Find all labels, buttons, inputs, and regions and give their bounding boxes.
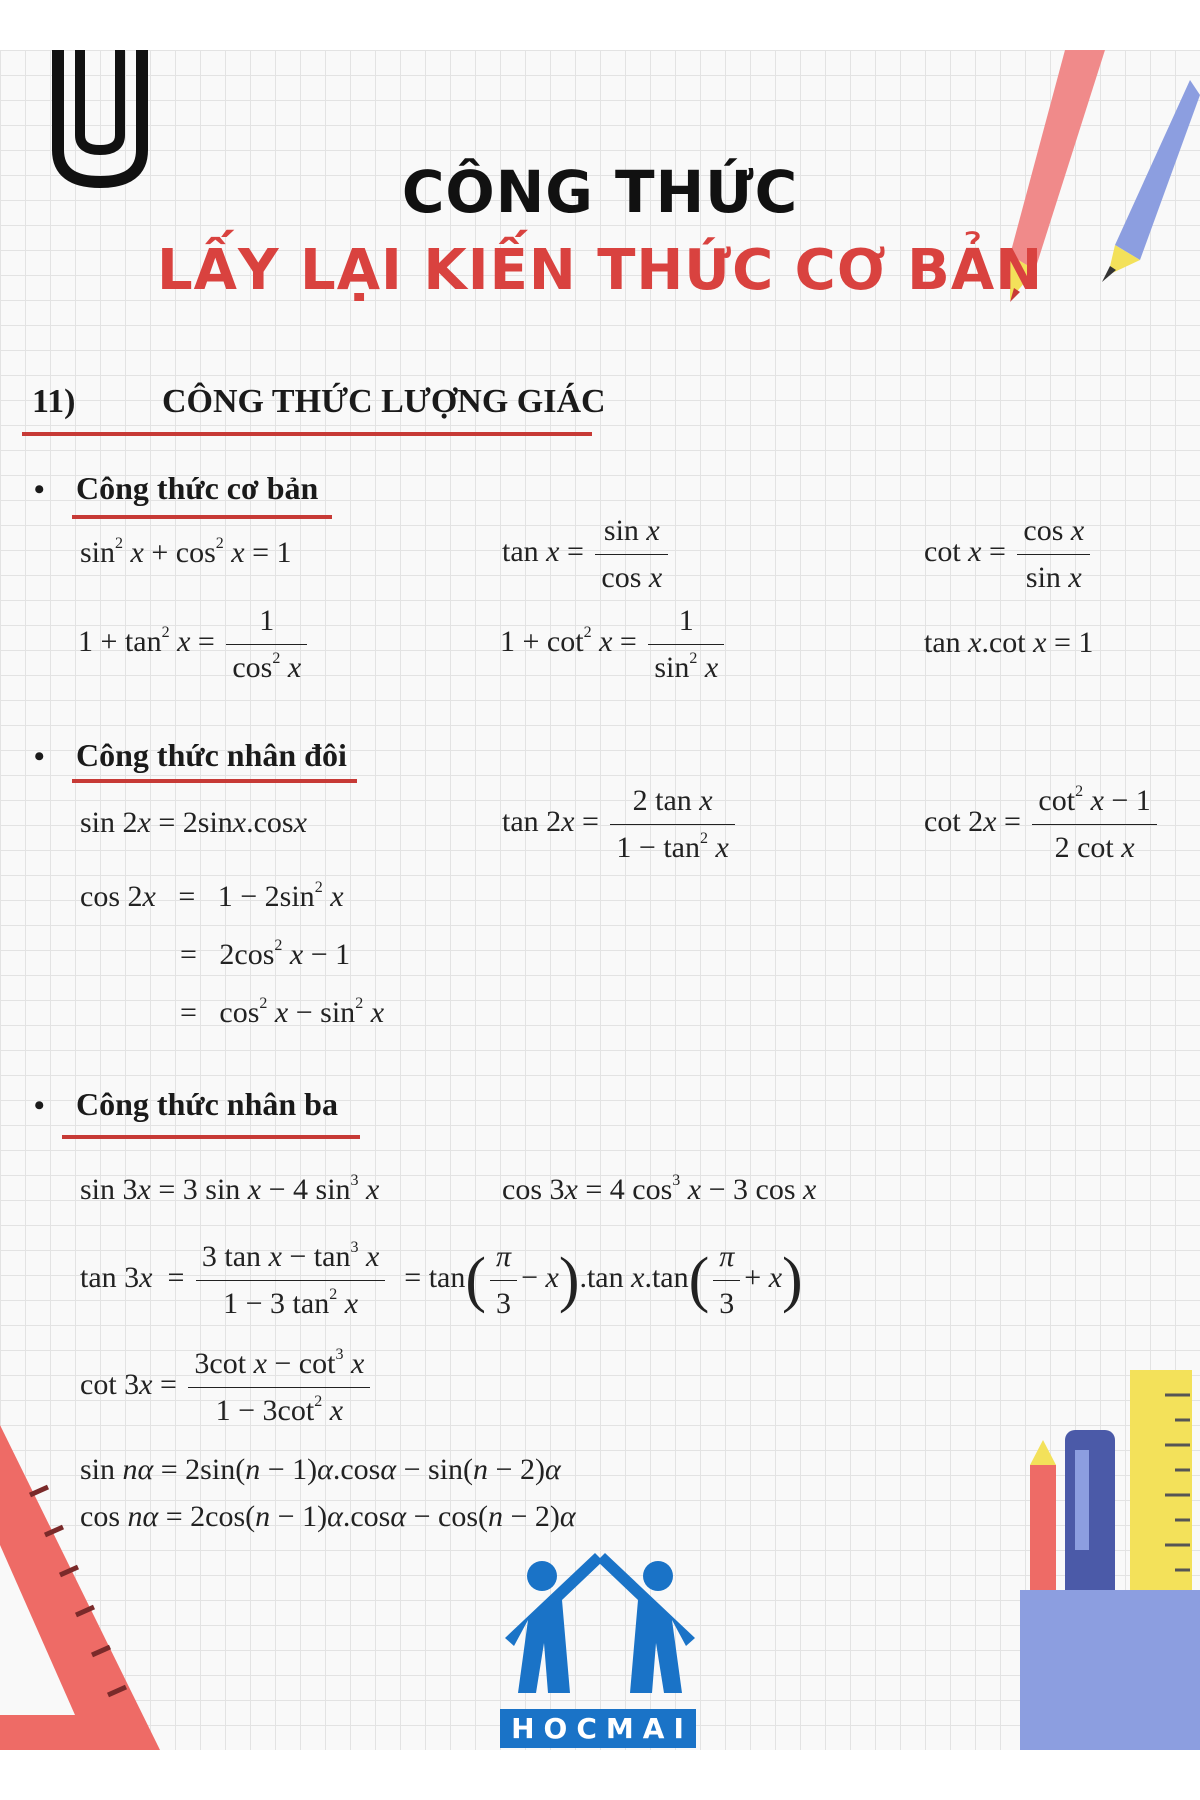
page-title: CÔNG THỨC — [401, 158, 799, 226]
section-header — [32, 383, 606, 421]
formula-tan-definition: tan x = $\frac{\text{sin x}}{\text{cos x}}$ — [502, 512, 672, 596]
bullet-icon: • — [34, 740, 45, 773]
subsection-underline — [72, 515, 332, 519]
hocmai-logo-text: HOCMAI — [500, 1709, 696, 1748]
subsection-heading-basic — [34, 470, 318, 507]
formula-cos2x-line1: $\cos 2x = 1 - 2\sin^2$ x — [80, 879, 344, 913]
formula-cot3x: cot 3x = $\frac{3\cot x - \cot^3 x}{1 - 3\cot^2 x}$ — [80, 1345, 374, 1429]
subsection-heading-double — [34, 737, 347, 774]
formula-sin3x: sin 3x = 3 sin x − 4 $\sin^3 x$ — [80, 1172, 380, 1206]
bullet-icon: • — [34, 473, 45, 506]
formula-one-plus-cot2: $1 + \cot^2 x$ = $\frac{1}{\sin^2 x}$ — [500, 602, 728, 686]
formula-cos2x-line2: = $2\cos^2$ x − 1 — [180, 937, 351, 971]
bottom-margin — [0, 1750, 1200, 1800]
formula-one-plus-tan2: $1 + \tan^2 x$ = $\frac{1}{\cos^2 x}$ — [78, 602, 311, 686]
hocmai-logo — [500, 1548, 700, 1748]
pencil-cup-icon — [1020, 1370, 1200, 1750]
hocmai-people-icon — [500, 1548, 700, 1698]
formula-cos2x-line3: = $\cos^2 x - \sin^2 x$ — [180, 995, 385, 1029]
formula-cos-n-alpha: cos nα = 2cos(n − 1)α.cosα − cos(n − 2)α — [80, 1500, 576, 1533]
subsection-title: Công thức cơ bản — [76, 470, 319, 506]
formula-pythagorean: $\sin^2 x + \cos^2 x = 1$ — [80, 535, 292, 569]
formula-cot2x: cot 2x = $\frac{\cot^2 x - 1}{\text{2 cot x}}$ — [924, 782, 1161, 866]
formula-sin2x: sin 2x = 2sinx.cosx — [80, 806, 307, 839]
subsection-underline — [62, 1135, 360, 1139]
subsection-underline — [72, 779, 357, 783]
section-underline — [22, 432, 592, 436]
section-title: CÔNG THỨC LƯỢNG GIÁC — [162, 383, 606, 420]
formula-cot-definition: cot x = $\frac{\text{cos x}}{\text{sin x}}$ — [924, 512, 1094, 596]
bullet-icon: • — [34, 1089, 45, 1122]
section-number: 11) — [32, 383, 76, 420]
formula-tan3x: tan 3x = $\frac{3 \tan x - \tan^3 x}{1 - 3 \tan^2 x}$ = tan( $\frac{\pi}{3}$ − x).tan x.tan( $\frac{\pi}{3}$ + x) — [80, 1239, 803, 1320]
formula-tan-cot-product: tan x.cot x = 1 — [924, 626, 1094, 659]
formula-cos3x: cos 3x = 4 $\cos^3 x - 3$ cos x — [502, 1172, 817, 1206]
page-subtitle: LẤY LẠI KIẾN THỨC CƠ BẢN — [156, 238, 1044, 303]
formula-sin-n-alpha: sin nα = 2sin(n − 1)α.cosα − sin(n − 2)α — [80, 1453, 561, 1486]
subsection-title: Công thức nhân ba — [76, 1086, 338, 1122]
formula-tan2x: tan 2x = $\frac{\text{2 tan x}}{1 - \tan^2 x}$ — [502, 782, 739, 866]
subsection-heading-triple — [34, 1086, 338, 1123]
subsection-title: Công thức nhân đôi — [76, 737, 347, 773]
